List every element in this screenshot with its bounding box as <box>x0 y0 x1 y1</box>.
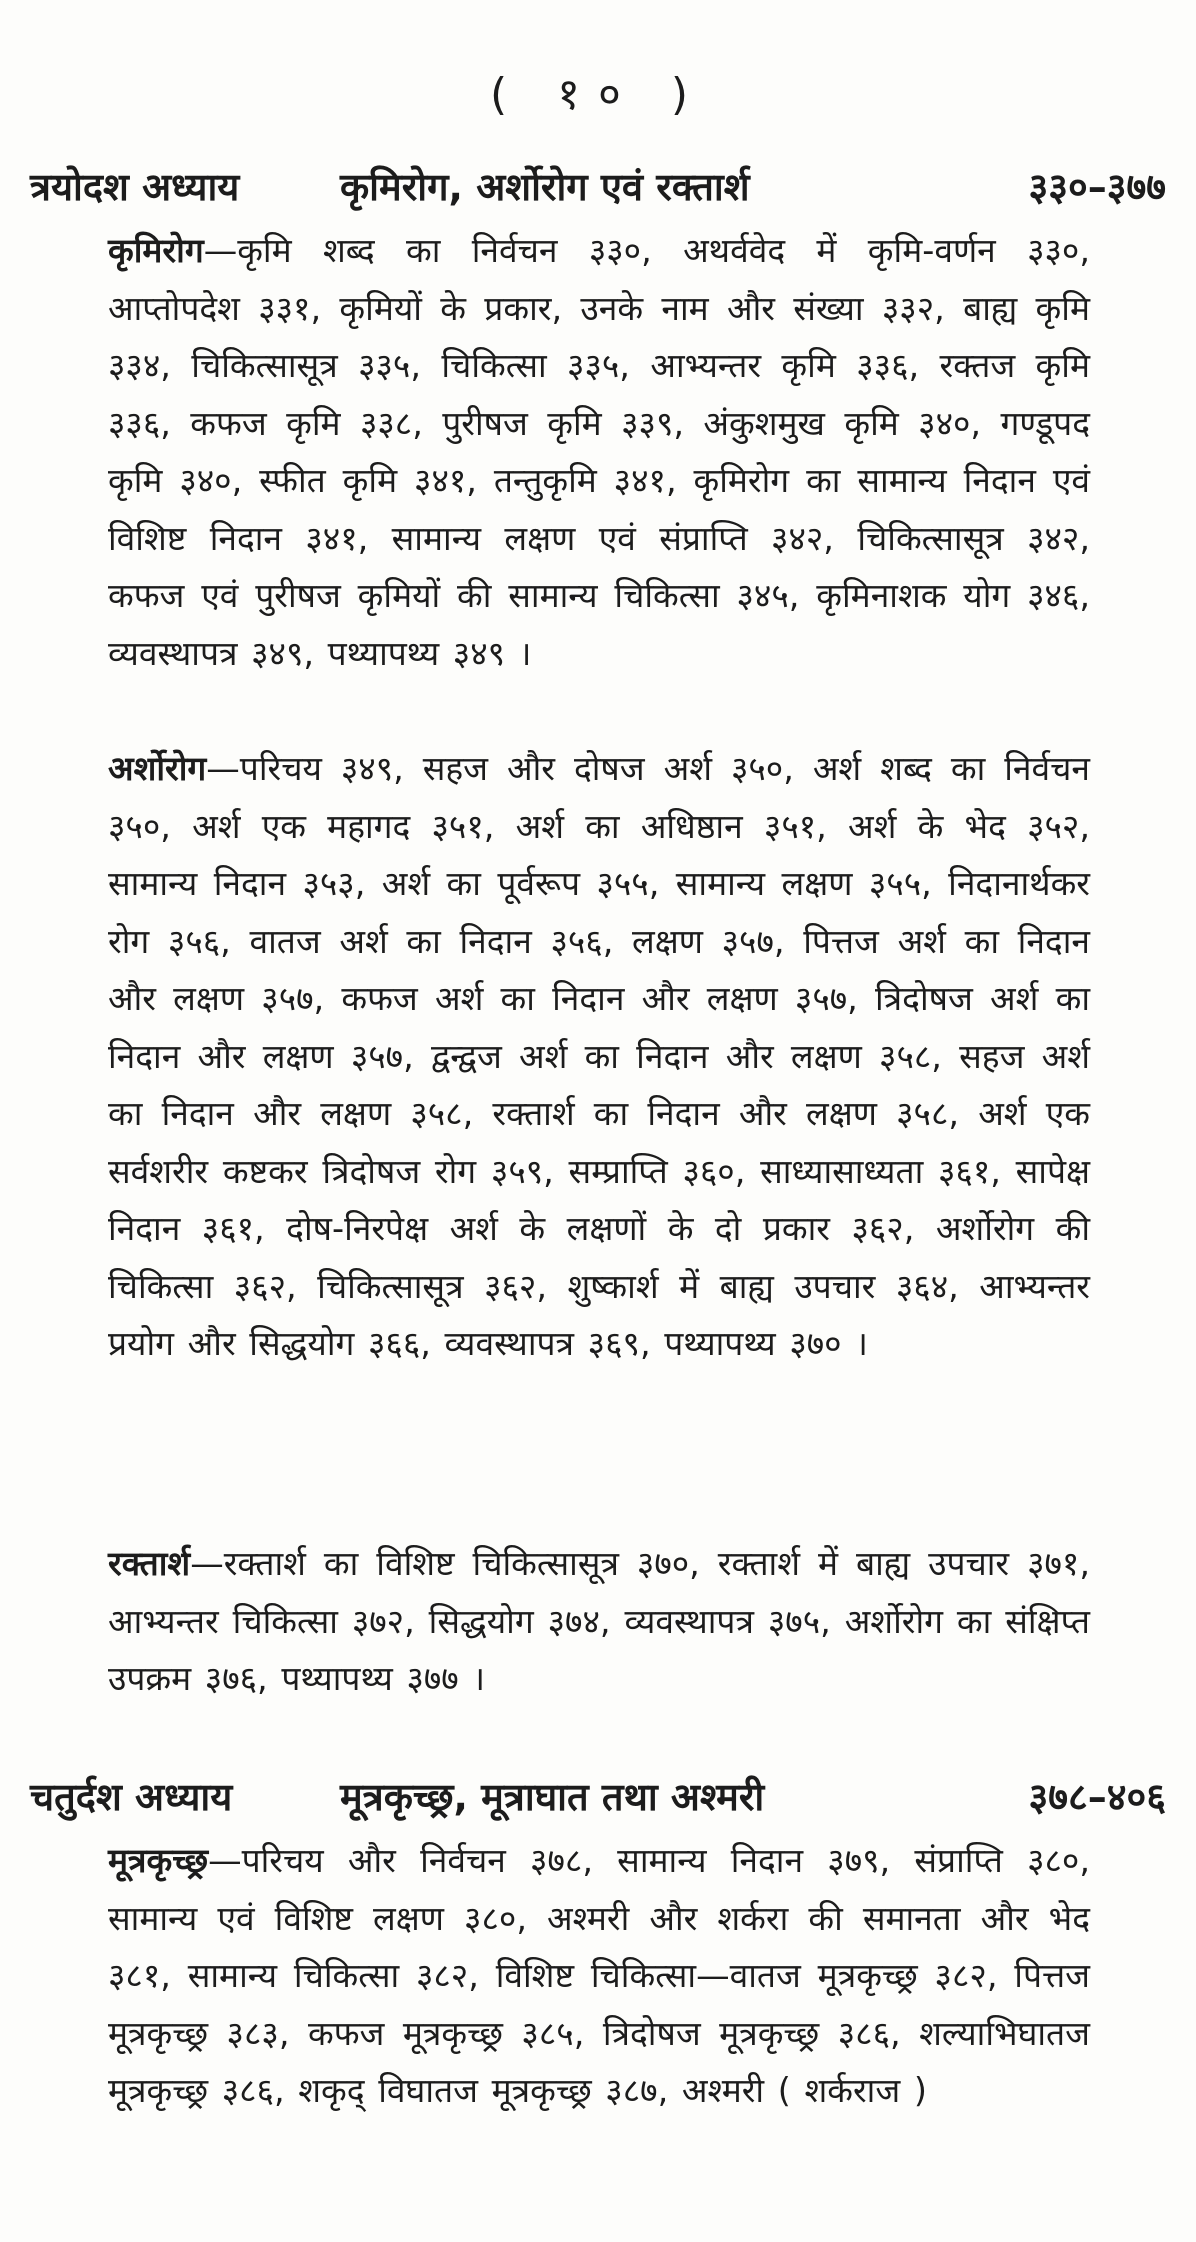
section-text: —परिचय और निर्वचन ३७८, सामान्य निदान ३७९, संप्राप्ति ३८०, सामान्य एवं विशिष्ट लक्षण ३८०, अश्मरी और शर्करा की समानता और भेद ३८१, सामान्य चिकित्सा ३८२, विशिष्ट चिकित्सा—वातज मूत्रकृच्छ्र ३८२, पित्तज मूत्रकृच्छ्र ३८३, कफज मूत्रकृच्छ्र ३८५, त्रिदोषज मूत्रकृच्छ्र ३८६, शल्याभिघातज मूत्रकृच्छ्र ३८६, शकृद् विघातज मूत्रकृच्छ्र ३८७, अश्मरी ( शर्कराज ) <box>108 1841 1090 2110</box>
section-krimiroga <box>108 222 1090 682</box>
section-raktarsha <box>108 1535 1090 1708</box>
section-text: —कृमि शब्द का निर्वचन ३३०, अथर्ववेद में कृमि-वर्णन ३३०, आप्तोपदेश ३३१, कृमियों के प्रकार, उनके नाम और संख्या ३३२, बाह्य कृमि ३३४, चिकित्सासूत्र ३३५, चिकित्सा ३३५, आभ्यन्तर कृमि ३३६, रक्तज कृमि ३३६, कफज कृमि ३३८, पुरीषज कृमि ३३९, अंकुशमुख कृमि ३४०, गण्डूपद कृमि ३४०, स्फीत कृमि ३४१, तन्तुकृमि ३४१, कृमिरोग का सामान्य निदान एवं विशिष्ट निदान ३४१, सामान्य लक्षण एवं संप्राप्ति ३४२, चिकित्सासूत्र ३४२, कफज एवं पुरीषज कृमियों की सामान्य चिकित्सा ३४५, कृमिनाशक योग ३४६, व्यवस्थापत्र ३४९, पथ्यापथ्य ३४९ । <box>108 231 1090 673</box>
chapter-page-range: ३७८–४०६ <box>1028 1775 1166 1819</box>
chapter-heading-14 <box>30 1770 1166 1822</box>
section-title: मूत्रकृच्छ्र <box>108 1841 209 1880</box>
chapter-page-range: ३३०–३७७ <box>1028 165 1166 209</box>
section-title: रक्तार्श <box>108 1544 191 1583</box>
page-number: ( १० ) <box>489 69 707 120</box>
chapter-title: मूत्रकृच्छ्र, मूत्राघात तथा अश्मरी <box>340 1775 765 1819</box>
section-title: अर्शोरोग <box>108 749 207 788</box>
section-text: —रक्तार्श का विशिष्ट चिकित्सासूत्र ३७०, रक्तार्श में बाह्य उपचार ३७१, आभ्यन्तर चिकित्सा ३७२, सिद्धयोग ३७४, व्यवस्थापत्र ३७५, अर्शोरोग का संक्षिप्त उपक्रम ३७६, पथ्यापथ्य ३७७ । <box>108 1544 1090 1698</box>
chapter-heading-13 <box>30 160 1166 212</box>
section-mutrakricchra <box>108 1832 1090 2120</box>
section-title: कृमिरोग <box>108 231 204 270</box>
chapter-title: कृमिरोग, अर्शोरोग एवं रक्तार्श <box>340 165 750 209</box>
chapter-label: त्रयोदश अध्याय <box>30 165 240 209</box>
section-arshoroga <box>108 740 1090 1373</box>
chapter-label: चतुर्दश अध्याय <box>30 1775 233 1819</box>
section-text: —परिचय ३४९, सहज और दोषज अर्श ३५०, अर्श शब्द का निर्वचन ३५०, अर्श एक महागद ३५१, अर्श का अधिष्ठान ३५१, अर्श के भेद ३५२, सामान्य निदान ३५३, अर्श का पूर्वरूप ३५५, सामान्य लक्षण ३५५, निदानार्थकर रोग ३५६, वातज अर्श का निदान ३५६, लक्षण ३५७, पित्तज अर्श का निदान और लक्षण ३५७, कफज अर्श का निदान और लक्षण ३५७, त्रिदोषज अर्श का निदान और लक्षण ३५७, द्वन्द्वज अर्श का निदान और लक्षण ३५८, सहज अर्श का निदान और लक्षण ३५८, रक्तार्श का निदान और लक्षण ३५८, अर्श एक सर्वशरीर कष्टकर त्रिदोषज रोग ३५९, सम्प्राप्ति ३६०, साध्यासाध्यता ३६१, सापेक्ष निदान ३६१, दोष-निरपेक्ष अर्श के लक्षणों के दो प्रकार ३६२, अर्शोरोग की चिकित्सा ३६२, चिकित्सासूत्र ३६२, शुष्कार्श में बाह्य उपचार ३६४, आभ्यन्तर प्रयोग और सिद्धयोग ३६६, व्यवस्थापत्र ३६९, पथ्यापथ्य ३७० । <box>108 749 1090 1363</box>
